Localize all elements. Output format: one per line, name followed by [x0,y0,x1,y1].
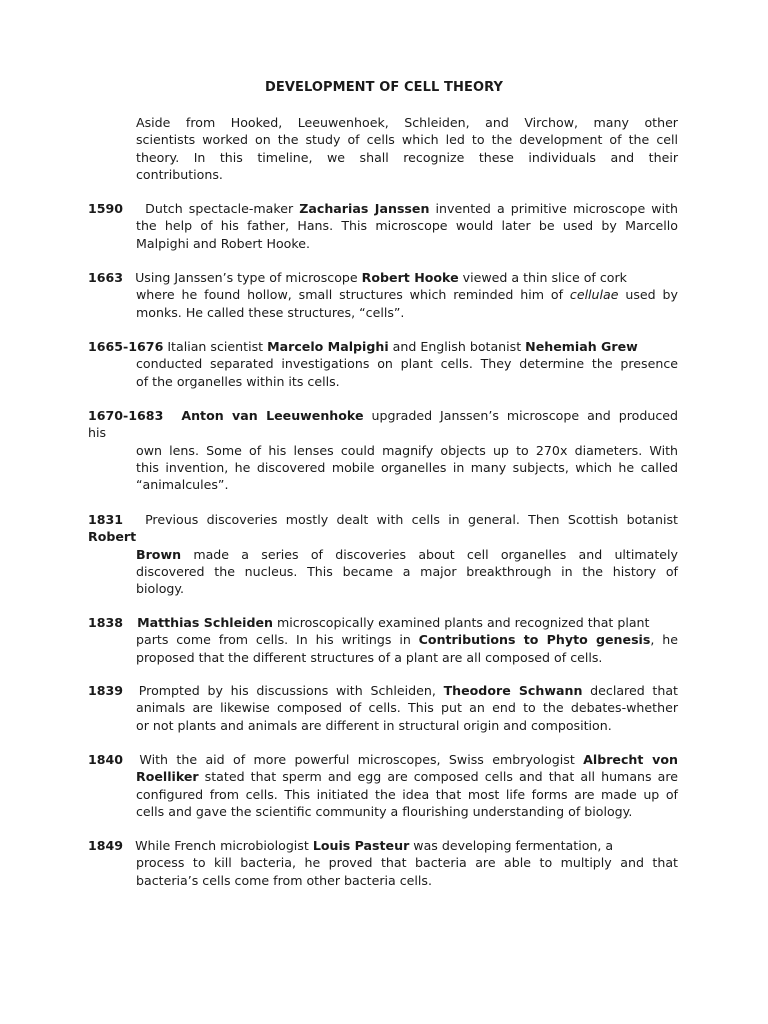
entry-year: 1670-1683 [88,408,164,423]
entry-line: this invention, he discovered mobile organelles in many subjects, which he called [136,459,678,475]
entry-text: , he [650,632,678,648]
scientist-name: Anton van Leeuwenhoke [181,408,364,423]
scientist-name: Robert [88,529,137,545]
entry-line: monks. He called these structures, “cells”. [136,304,405,320]
scientist-name: Zacharias Janssen [299,201,430,216]
timeline-entry-1663 [88,269,678,321]
intro-line: contributions. [136,166,223,182]
entry-line: discovered the nucleus. This became a major breakthrough in the history of [136,563,678,579]
scientist-name: Nehemiah Grew [525,339,638,354]
scientist-name: Roelliker [136,769,199,785]
entry-line [88,200,678,217]
entry-year: 1663 [88,270,124,285]
entry-line [88,682,678,699]
intro-line: scientists worked on the study of cells which led to the development of the cell [136,132,678,148]
entry-line: bacteria’s cells come from other bacteria cells. [136,872,432,888]
entry-line [88,338,678,355]
timeline-entry-1838 [88,614,678,666]
entry-line [88,614,678,631]
entry-line: proposed that the different structures of a plant are all composed of cells. [136,649,603,665]
entry-text: With the aid of more powerful microscopes, Swiss embryologist [131,752,584,767]
scientist-name: Matthias Schleiden [137,615,273,630]
timeline-entry-1831 [88,511,678,597]
entry-text: While French microbiologist [131,838,313,853]
entry-text: Italian scientist [163,339,268,354]
entry-year: 1665-1676 [88,339,164,354]
entry-year: 1839 [88,683,124,698]
timeline-entry-1590 [88,200,678,252]
entry-year: 1838 [88,615,124,630]
entry-text: made a series of discoveries about cell organelles and ultimately [181,546,678,562]
entry-text: invented a primitive microscope with [429,201,679,216]
entry-line: biology. [136,581,185,597]
entry-text: was developing fermentation, a [409,838,614,853]
entry-year: 1590 [88,201,124,216]
entry-year: 1849 [88,838,124,853]
scientist-name: Theodore Schwann [443,683,583,698]
entry-line: the help of his father, Hans. This microscope would later be used by Marcello [136,218,678,234]
entry-line [88,546,678,563]
timeline-entry-1840 [88,751,678,820]
publication-title: Contributions to Phyto genesis [418,632,651,648]
entry-text: declared that [582,683,678,698]
scientist-name: Louis Pasteur [312,838,410,853]
scientist-name: Marcelo Malpighi [267,339,389,354]
entry-line: or not plants and animals are different in structural origin and composition. [136,717,612,733]
entry-line [88,269,678,286]
entry-line: his [88,425,107,441]
scientist-name: Albrecht von [583,752,679,767]
timeline-entry-1849 [88,837,678,889]
entry-year: 1831 [88,512,124,527]
entry-line: configured from cells. This initiated the idea that most life forms are made up of [136,786,678,802]
entry-text: parts come from cells. In his writings in [136,632,419,648]
latin-term: cellulae [569,287,619,303]
page-title: DEVELOPMENT OF CELL THEORY [264,80,504,95]
intro-line: theory. In this timeline, we shall recognize these individuals and their [136,149,678,165]
timeline-entry-1670-1683 [88,407,678,493]
entry-text: stated that sperm and egg are composed cells and that all humans are [198,769,678,785]
entry-text: used by [618,287,678,303]
intro-line: Aside from Hooked, Leeuwenhoek, Schleiden, and Virchow, many other [136,115,678,130]
entry-line: animals are likewise composed of cells. This put an end to the debates-whether [136,700,678,716]
entry-line [88,751,678,768]
timeline-entry-1665-1676 [88,338,678,390]
entry-text: Dutch spectacle-maker [139,201,300,216]
scientist-name: Robert Hooke [361,270,459,285]
entry-text: Using Janssen’s type of microscope [131,270,362,285]
entry-line: own lens. Some of his lenses could magnify objects up to 270x diameters. With [136,442,678,458]
entry-text: and English botanist [388,339,526,354]
entry-line [88,407,678,424]
entry-text: Prompted by his discussions with Schleiden, [131,683,444,698]
scientist-name: Brown [136,546,182,562]
entry-text: microscopically examined plants and recognized that plant [273,615,650,630]
entry-line: process to kill bacteria, he proved that bacteria are able to multiply and that [136,855,678,871]
entry-line: Malpighi and Robert Hooke. [136,235,310,251]
entry-line [88,768,678,785]
entry-line [88,511,678,528]
entry-line: of the organelles within its cells. [136,373,340,389]
timeline-entry-1839 [88,682,678,734]
entry-text: where he found hollow, small structures which reminded him of [136,287,570,303]
entry-line [88,837,678,854]
entry-line [88,286,678,303]
entry-year: 1840 [88,752,124,767]
entry-line: “animalcules”. [136,477,229,493]
entry-line [88,631,678,648]
intro-paragraph [136,114,678,183]
entry-text: viewed a thin slice of cork [458,270,627,285]
entry-line: conducted separated investigations on plant cells. They determine the presence [136,356,678,372]
entry-text: upgraded Janssen’s microscope and produced [363,408,678,423]
entry-text: Previous discoveries mostly dealt with cells in general. Then Scottish botanist [145,512,678,527]
entry-line: cells and gave the scientific community a flourishing understanding of biology. [136,803,633,819]
